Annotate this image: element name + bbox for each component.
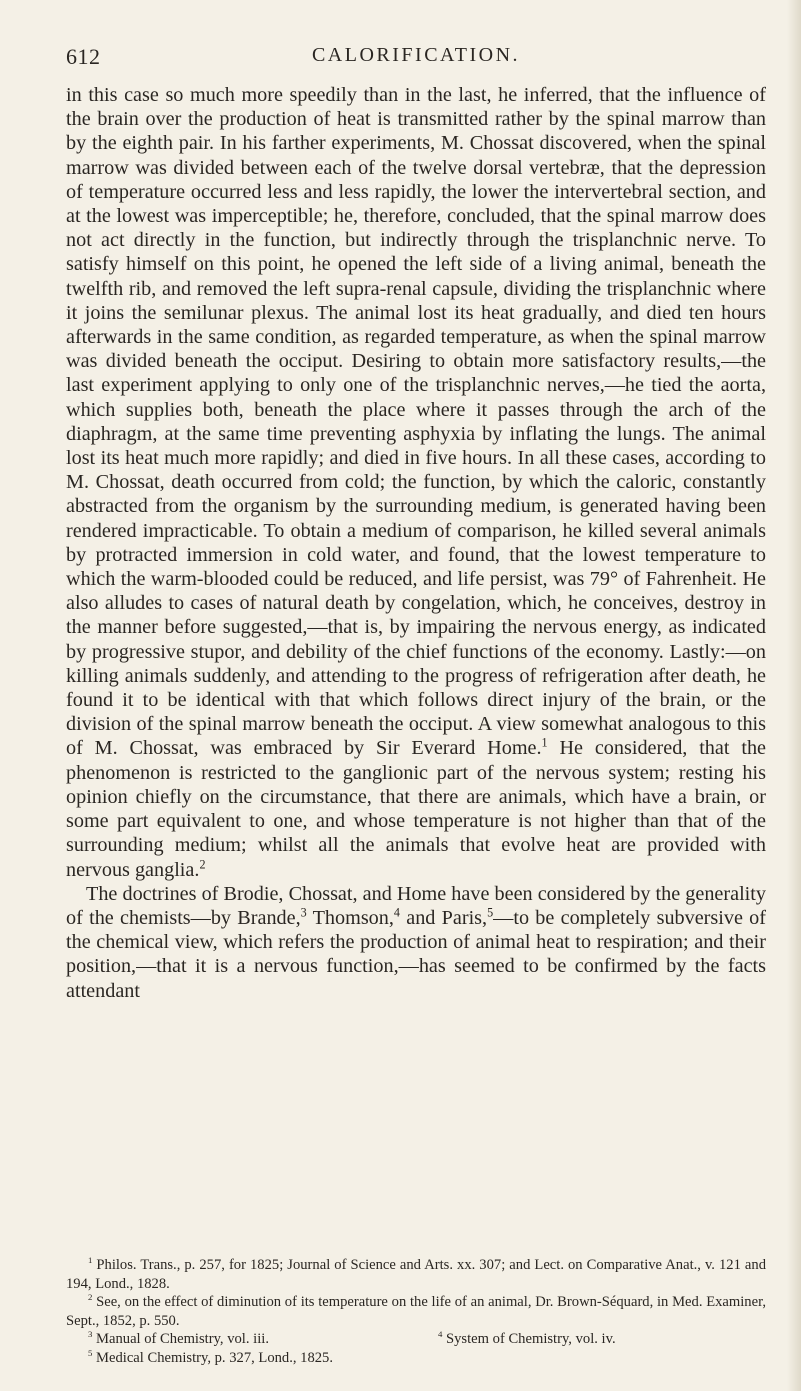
footnotes [66,1256,766,1368]
paragraph-text: Thomson, [306,906,394,929]
footnote-ref-3: 3 [300,905,307,920]
body-text [66,83,766,1003]
footnote-text: System of Chemistry, vol. iv. [442,1331,616,1348]
running-head [66,44,766,74]
footnote-text: Manual of Chemistry, vol. iii. [92,1331,269,1348]
footnote-ref-5: 5 [487,905,494,920]
footnote-3 [66,1330,438,1349]
paragraph-text: —to be completely subversive of the chemical view, which refers the production of animal heat to respiration; and their position,—that it is a nervous function,—has seemed to be confirmed by the facts attendant [66,906,767,1002]
footnote-mark: 5 [88,1348,93,1359]
paragraph-text: and Paris, [399,906,488,929]
footnote-mark: 2 [88,1292,93,1303]
footnote-1 [66,1256,766,1293]
paragraph-continued [66,83,766,882]
footnote-text: Philos. Trans., p. 257, for 1825; Journal of Science and Arts. xx. 307; and Lect. on Comparative Anat., v. 121 and 194, Lond., 1828. [66,1257,766,1292]
footnote-mark: 1 [88,1255,93,1266]
footnote-text: See, on the effect of diminution of its temperature on the life of an animal, Dr. Brown-Séquard, in Med. Examiner, Sept., 1852, p. 550. [66,1294,766,1329]
footnote-mark: 3 [88,1329,93,1340]
paragraph-text: in this case so much more speedily than in the last, he inferred, that the influence of the brain over the production of heat is transmitted rather by the spinal marrow than by the eighth pair. In his farther experiments, M. Chossat discovered, when the spinal marrow was divided between each of the twelve dorsal vertebræ, that the depression of temperature occurred less and less rapidly, the lower the intervertebral section, and at the lowest was imperceptible; he, therefore, concluded, that the spinal marrow does not act directly in the function, but indirectly through the trisplanchnic nerve. To satisfy himself on this point, he opened the left side of a living animal, beneath the twelfth rib, and removed the left supra-renal capsule, dividing the trisplanchnic where it joins the semilunar plexus. The animal lost its heat gradually, and died ten hours afterwards in the same condition, as regarded temperature, as when the spinal marrow was divided beneath the occiput. Desiring to obtain more satisfactory results,—the last experiment applying to only one of the trisplanchnic nerves,—he tied the aorta, which supplies both, beneath the place where it passes through the arch of the diaphragm, at the same time preventing asphyxia by inflating the lungs. The animal lost its heat much more rapidly; and died in five hours. In all these cases, according to M. Chossat, death occurred from cold; the function, by which the caloric, constantly abstracted from the organism by the surrounding medium, is generated having been rendered impracticable. To obtain a medium of comparison, he killed several animals by protracted immersion in cold water, and found, that the lowest temperature to which the warm-blooded could be reduced, and life persist, was 79° of Fahrenheit. He also alludes to cases of natural death by congelation, which, he conceives, destroy in the manner before suggested,—that is, by impairing the nervous energy, as indicated by progressive stupor, and debility of the chief functions of the economy. Lastly:—on killing animals suddenly, and attending to the progress of refrigeration after death, he found it to be identical with that which follows direct injury of the brain, or the division of the spinal marrow beneath the occiput. A view somewhat analogous to this of M. Chossat, was embraced by Sir Everard Home. [66,84,766,760]
footnote-5 [66,1349,766,1368]
page-number: 612 [66,44,101,69]
paragraph-text-continued: He considered, that the phenomenon is restricted to the ganglionic part of the nervous system; resting his opinion chiefly on the circumstance, that there are animals, which have a brain, or some part equivalent to one, and whose temperature is not higher than that of the surrounding medium; whilst all the animals that evolve heat are provided with nervous ganglia. [66,737,766,881]
footnote-row-3-4 [66,1330,766,1349]
footnote-2 [66,1293,766,1330]
footnote-mark: 4 [438,1329,443,1340]
footnote-ref-1: 1 [541,735,548,750]
paragraph-text: The doctrines of Brodie, Chossat, and Home have been considered by the generality of the chemists—by Brande, [66,882,766,929]
running-title: CALORIFICATION. [311,44,521,66]
footnote-text: Medical Chemistry, p. 327, Lond., 1825. [92,1349,334,1366]
footnote-4 [438,1330,766,1349]
footnote-ref-4: 4 [393,905,400,920]
footnote-ref-2: 2 [199,856,206,871]
page-edge-shadow [787,0,801,1391]
paragraph-doctrines [66,882,766,1003]
